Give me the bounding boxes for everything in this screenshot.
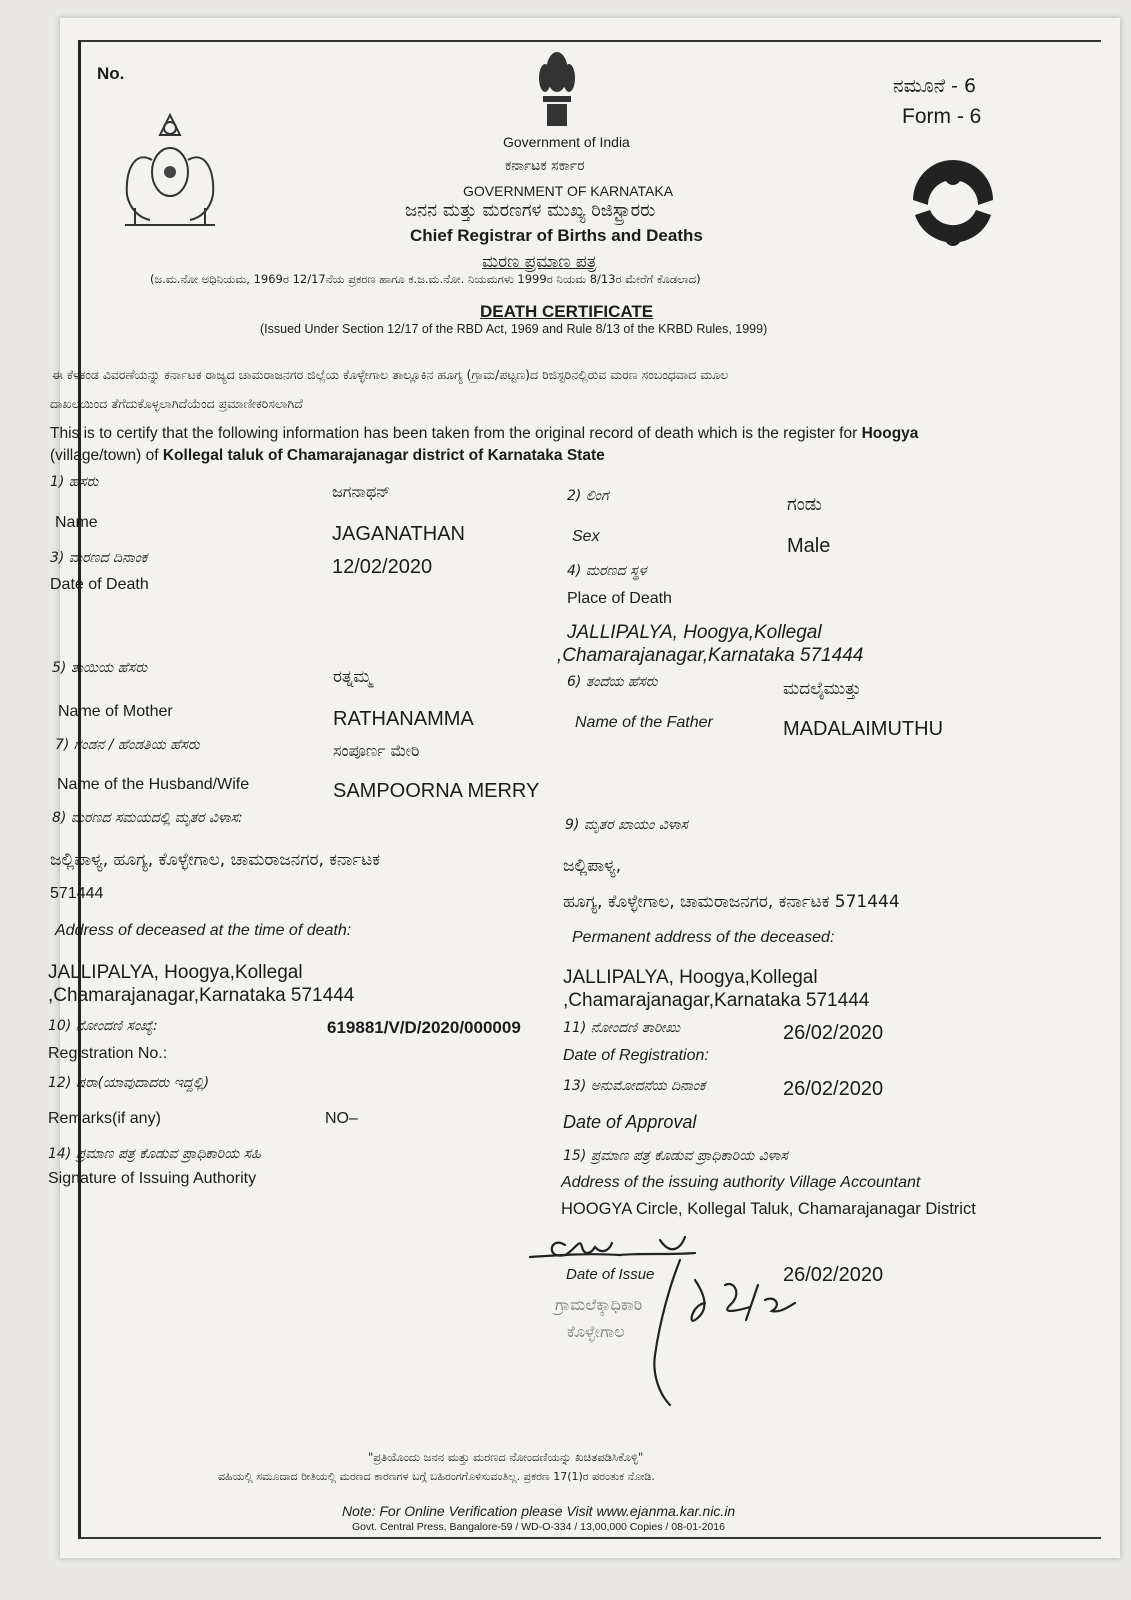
- registration-logo-icon: [903, 160, 1003, 255]
- sex-value-kn: ಗಂಡು: [787, 494, 822, 515]
- seal-text-line1: ಗ್ರಾಮಲೆಕ್ಕಾಧಿಕಾರಿ: [555, 1295, 643, 1314]
- father-value-en: MADALAIMUTHU: [783, 718, 944, 740]
- certify-en-line1: This is to certify that the following information has been taken from the original record of death which is the register for Hoogya: [50, 425, 919, 442]
- permanent-address-label-kn: 9) ಮೃತರ ಖಾಯಂ ವಿಳಾಸ: [565, 817, 688, 833]
- name-value-kn: ಜಗನಾಥನ್: [332, 482, 391, 501]
- mother-value-kn: ರತ್ನಮ್ಮ: [333, 667, 372, 687]
- footer-press-line: Govt. Central Press, Bangalore-59 / WD-O-334 / 13,00,000 Copies / 08-01-2016: [352, 1521, 725, 1533]
- sex-label-kn: 2) ಲಿಂಗ: [567, 488, 609, 504]
- certificate-title-en: DEATH CERTIFICATE: [480, 302, 654, 321]
- address-at-death-en-line1: JALLIPALYA, Hoogya,Kollegal: [48, 962, 303, 983]
- ashoka-emblem-icon: [537, 42, 577, 134]
- registration-no-label-en: Registration No.:: [48, 1045, 168, 1062]
- death-date-label-kn: 3) ಮರಣದ ದಿನಾಂಕ: [50, 550, 148, 566]
- permanent-address-kn-line2: ಹೂಗ್ಯ, ಕೊಳ್ಳೇಗಾಲ, ಚಾಮರಾಜನಗರ, ಕರ್ನಾಟಕ 571444: [563, 892, 900, 912]
- certify-kn-line2: ದಾಖಲೆಯಿಂದ ತೆಗೆದುಕೊಳ್ಳಲಾಗಿದೆಯೆಂದ ಪ್ರಮಾಣೀಕರಿಸಲಾಗಿದೆ: [50, 396, 303, 411]
- permanent-address-en-line2: ,Chamarajanagar,Karnataka 571444: [563, 990, 870, 1011]
- registration-no-label-kn: 10) ನೋಂದಣಿ ಸಂಖ್ಯೆ:: [48, 1018, 158, 1034]
- registration-date-label-kn: 11) ನೋಂದಣಿ ತಾರೀಖು: [563, 1020, 681, 1036]
- form-number-en: Form - 6: [902, 105, 982, 128]
- mother-label-en: Name of Mother: [58, 703, 173, 720]
- issued-under-kn: (ಜ.ಮ.ನೋ ಅಧಿನಿಯಮ, 1969ರ 12/17ನೆಯ ಪ್ರಕರಣ ಹಾಗೂ ಕ.ಜ.ಮ.ನೋ. ನಿಯಮಗಳು 1999ರ ನಿಯಮ 8/13ರ ಮೇರೆಗೆ ಕೊಡಲಾದ): [150, 272, 701, 286]
- remarks-value: NO–: [325, 1110, 358, 1127]
- certificate-number-label: No.: [97, 64, 125, 83]
- address-at-death-kn-line1: ಜಲ್ಲಿಪಾಳ್ಯ, ಹೂಗ್ಯ, ಕೊಳ್ಳೇಗಾಲ, ಚಾಮರಾಜನಗರ, ಕರ್ನಾಟಕ: [50, 850, 380, 870]
- certificate-title-kn: ಮರಣ ಪ್ರಮಾಣ ಪತ್ರ: [482, 252, 597, 272]
- remarks-label-kn: 12) ಷರಾ(ಯಾವುದಾದರು ಇದ್ದಲ್ಲಿ): [48, 1075, 210, 1091]
- karnataka-emblem-icon: [105, 100, 235, 235]
- spouse-label-kn: 7) ಗಂಡನ / ಹೆಂಡತಿಯ ಹೆಸರು: [55, 737, 200, 753]
- spouse-label-en: Name of the Husband/Wife: [57, 776, 250, 793]
- permanent-address-en-line1: JALLIPALYA, Hoogya,Kollegal: [563, 967, 818, 988]
- signature-label-en: Signature of Issuing Authority: [48, 1170, 257, 1187]
- name-label-en: Name: [55, 514, 98, 531]
- certify-kn-line1: ಈ ಕೆಳಕಂಡ ವಿವರಣೆಯನ್ನು ಕರ್ನಾಟಕ ರಾಜ್ಯದ ಚಾಮರಾಜನಗರ ಜಿಲ್ಲೆಯ ಕೊಳ್ಳೇಗಾಲ ತಾಲ್ಲೂಕಿನ ಹೂಗ್ಯ (ಗ್ರಾಮ/ಪಟ್ಟಣ)ದ ರಿಜಿಸ್ಟರಿನಲ್ಲಿರುವ ಮರಣ ಸಂಬಂಧವಾದ ಮೂಲ: [52, 367, 729, 382]
- name-value-en: JAGANATHAN: [332, 523, 465, 545]
- approval-date-label-en: Date of Approval: [563, 1112, 697, 1132]
- permanent-address-label-en: Permanent address of the deceased:: [572, 929, 835, 946]
- issue-date-label: Date of Issue: [566, 1266, 655, 1283]
- footer-verification-note: Note: For Online Verification please Visit www.ejanma.kar.nic.in: [342, 1503, 736, 1519]
- father-label-kn: 6) ತಂದೆಯ ಹೆಸರು: [567, 674, 658, 690]
- death-place-line1: JALLIPALYA, Hoogya,Kollegal: [567, 622, 822, 643]
- registration-date-value: 26/02/2020: [783, 1022, 884, 1044]
- registrar-kn: ಜನನ ಮತ್ತು ಮರಣಗಳ ಮುಖ್ಯ ರಿಜಿಸ್ಟ್ರಾರರು: [405, 200, 656, 221]
- address-at-death-label-en: Address of deceased at the time of death:: [55, 922, 352, 939]
- death-date-label-en: Date of Death: [50, 576, 149, 593]
- name-label-kn: 1) ಹೆಸರು: [50, 474, 99, 490]
- permanent-address-kn-line1: ಜಲ್ಲಿಪಾಳ್ಯ,: [563, 856, 622, 876]
- certify-en-line2: (village/town) of Kollegal taluk of Chamarajanagar district of Karnataka State: [50, 447, 605, 464]
- address-at-death-label-kn: 8) ಮರಣದ ಸಮಯದಲ್ಲಿ ಮೃತರ ವಿಳಾಸ:: [52, 810, 243, 826]
- death-place-label-kn: 4) ಮರಣದ ಸ್ಥಳ: [567, 563, 647, 579]
- sex-value-en: Male: [787, 535, 831, 557]
- signature-label-kn: 14) ಪ್ರಮಾಣ ಪತ್ರ ಕೊಡುವ ಪ್ರಾಧಿಕಾರಿಯ ಸಹಿ: [48, 1146, 261, 1162]
- spouse-value-en: SAMPOORNA MERRY: [333, 780, 540, 802]
- form-number-kn: ನಮೂನೆ - 6: [893, 75, 977, 97]
- registration-date-label-en: Date of Registration:: [563, 1047, 709, 1064]
- gov-india-label: Government of India: [503, 134, 630, 150]
- issue-date-value: 26/02/2020: [783, 1264, 884, 1286]
- death-place-label-en: Place of Death: [567, 590, 672, 607]
- registrar-en: Chief Registrar of Births and Deaths: [410, 226, 703, 245]
- issued-under-en: (Issued Under Section 12/17 of the RBD Act, 1969 and Rule 8/13 of the KRBD Rules, 1999): [260, 322, 768, 336]
- gov-karnataka-en: GOVERNMENT OF KARNATAKA: [463, 183, 674, 199]
- father-value-kn: ಮದಲೈಮುತ್ತು: [783, 679, 862, 699]
- address-at-death-kn-line2: 571444: [50, 885, 104, 902]
- seal-text-line2: ಕೊಳ್ಳೇಗಾಲ: [567, 1322, 625, 1341]
- father-label-en: Name of the Father: [575, 714, 713, 731]
- approval-date-label-kn: 13) ಅನುಮೋದನೆಯ ದಿನಾಂಕ: [563, 1078, 706, 1094]
- sex-label-en: Sex: [572, 528, 600, 545]
- death-date-value: 12/02/2020: [332, 556, 433, 578]
- authority-address-value: HOOGYA Circle, Kollegal Taluk, Chamarajanagar District: [561, 1200, 976, 1218]
- gov-karnataka-kn: ಕರ್ನಾಟಕ ಸರ್ಕಾರ: [505, 158, 585, 174]
- footer-quote-kn: "ಪ್ರತಿಯೊಂದು ಜನನ ಮತ್ತು ಮರಣದ ನೋಂದಣಿಯನ್ನು ಖಚಿತಪಡಿಸಿಕೊಳ್ಳಿ": [368, 1450, 644, 1464]
- authority-address-label-kn: 15) ಪ್ರಮಾಣ ಪತ್ರ ಕೊಡುವ ಪ್ರಾಧಿಕಾರಿಯ ವಿಳಾಸ: [563, 1148, 788, 1164]
- address-at-death-en-line2: ,Chamarajanagar,Karnataka 571444: [48, 985, 355, 1006]
- spouse-value-kn: ಸಂಪೂರ್ಣ ಮೇರಿ: [333, 741, 420, 760]
- registration-no-value: 619881/V/D/2020/000009: [327, 1018, 521, 1037]
- authority-address-label-en: Address of the issuing authority Village Accountant: [561, 1174, 921, 1191]
- mother-label-kn: 5) ತಾಯಿಯ ಹೆಸರು: [52, 660, 148, 676]
- mother-value-en: RATHANAMMA: [333, 708, 474, 730]
- remarks-label-en: Remarks(if any): [48, 1110, 161, 1127]
- authority-signature: [520, 1225, 820, 1415]
- footer-note-kn: ವಹಿಯಲ್ಲಿ ಸಮೂದಾದ ರೀತಿಯಲ್ಲಿ ಮರಣದ ಕಾರಣಗಳ ಬಗ್ಗೆ ಬಹಿರಂಗಗೊಳಿಸುವಂತಿಲ್ಲ. ಪ್ರಕರಣ 17(1)ರ ಪರಂತುಕ ನೋಡಿ.: [218, 1470, 655, 1483]
- death-place-line2: ,Chamarajanagar,Karnataka 571444: [557, 645, 864, 666]
- approval-date-value: 26/02/2020: [783, 1078, 884, 1100]
